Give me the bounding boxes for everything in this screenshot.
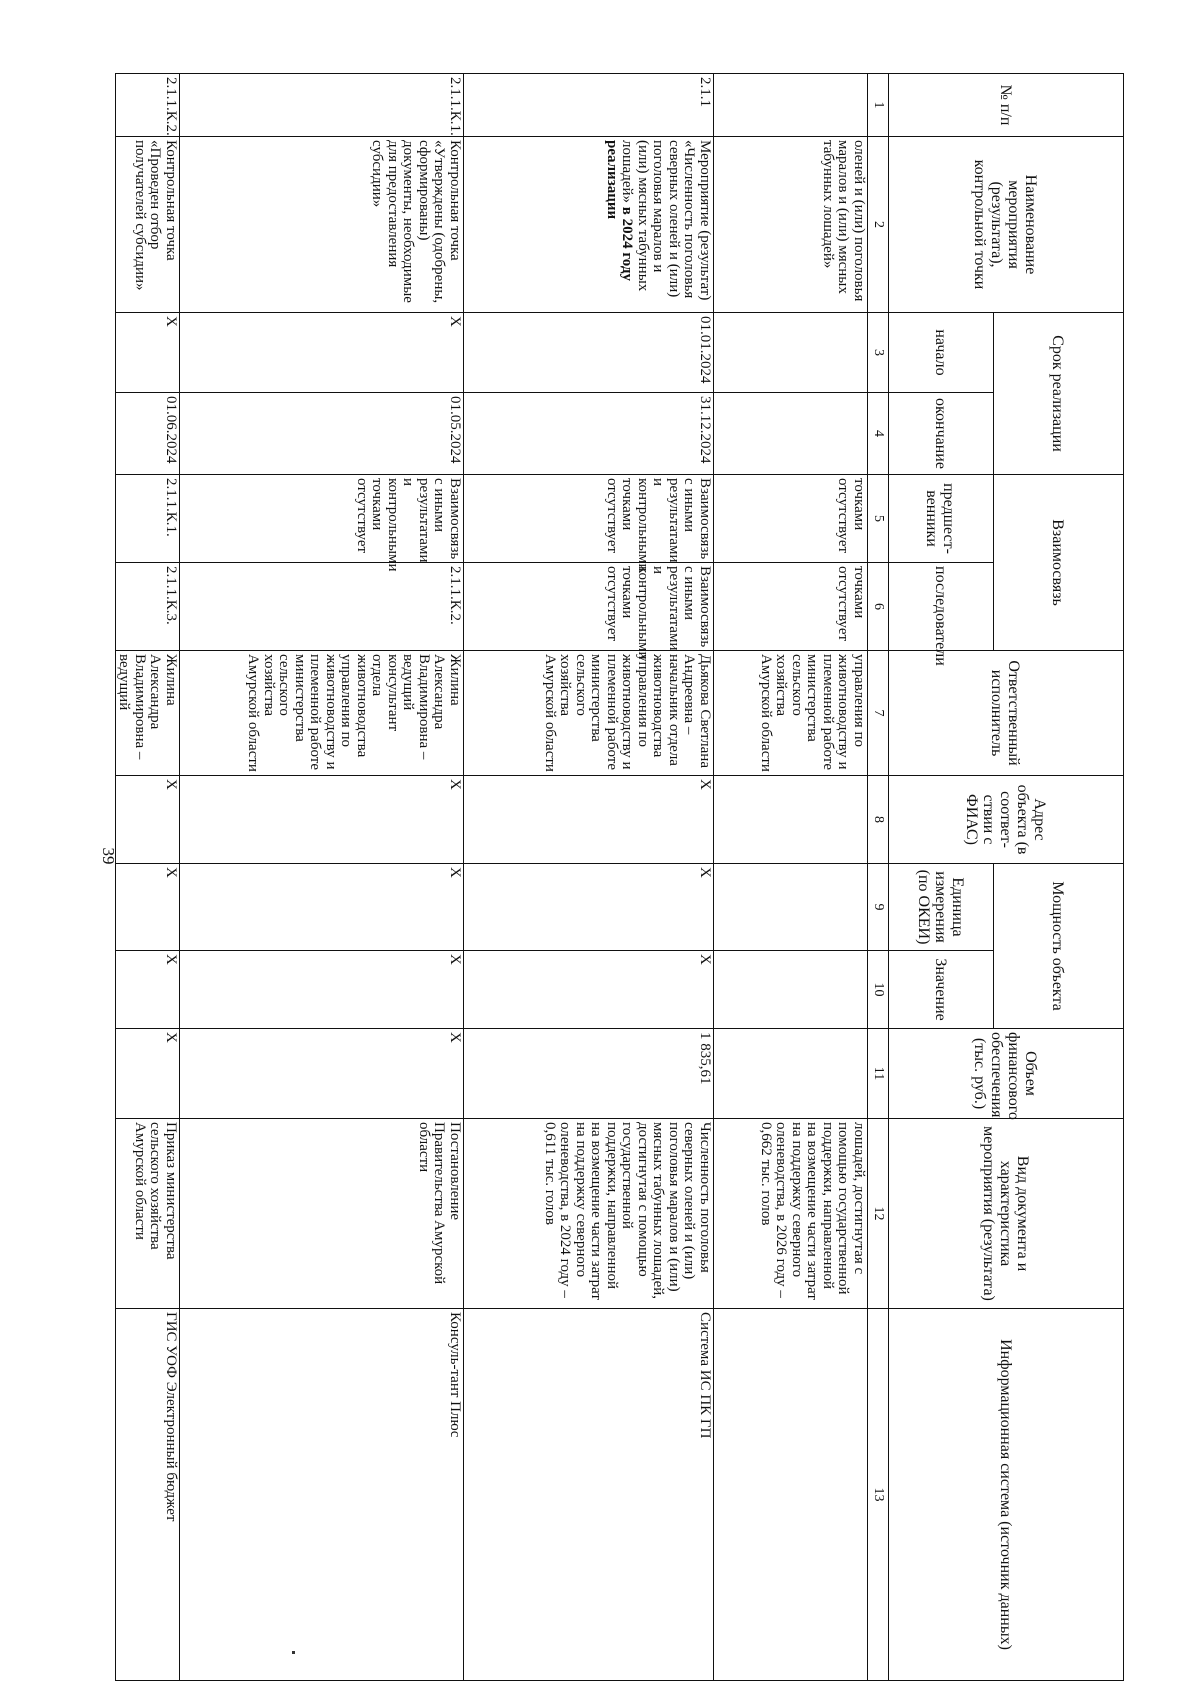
cell-address: [714, 776, 868, 864]
header-finance: Объем финансового обеспечения (тыс. руб.): [889, 1029, 1124, 1119]
cell-finance: 1 835,61: [464, 1029, 714, 1119]
column-number: 8: [868, 776, 889, 864]
header-link-pred: предшест-венники: [889, 475, 994, 563]
cell-doc: Постановление Правительства Амурской области: [180, 1119, 464, 1309]
cell-start: Х: [116, 313, 180, 393]
header-term: Срок реализации: [994, 313, 1124, 475]
cell-no: 2.1.1.К.1.: [180, 74, 464, 137]
column-number: 4: [868, 393, 889, 475]
header-responsible: Ответственный исполнитель: [889, 651, 1124, 776]
rotated-table-container: [116, 73, 1124, 1680]
cell-name: [180, 137, 464, 313]
cell-unit: Х: [180, 864, 464, 951]
cell-value: Х: [464, 951, 714, 1029]
cell-info: [714, 1309, 868, 1681]
cell-info: ГИС УОФ Электронный бюджет: [116, 1309, 180, 1681]
cell-doc: Приказ министерства сельского хозяйства Амурской области: [116, 1119, 180, 1309]
cell-no: 2.1.1: [464, 74, 714, 137]
header-doc: Вид документа и характеристика мероприятия (результата): [889, 1119, 1124, 1309]
cell-name-text: Мероприятие (результат) «Численность поголовья северных оленей и (или) поголовья маралов и (или) мясных табунных лошадей»: [619, 140, 713, 301]
cell-succ: точками отсутствует: [714, 563, 868, 651]
header-name: Наименование мероприятия (результата), контрольной точки: [889, 137, 1124, 313]
cell-responsible: Жилина Александра Владимировна – ведущий консультант отдела животноводства управления по животноводству и племенной работе министерства сельского хозяйства Амурской области: [180, 651, 464, 776]
table-row: [116, 74, 180, 1681]
header-term-end: окончание: [889, 393, 994, 475]
column-number-row: [868, 74, 889, 1681]
header-capacity-unit: Единица измерения (по ОКЕИ): [889, 864, 994, 951]
column-number: 6: [868, 563, 889, 651]
cell-name-bold: в 2024 году реализации: [604, 140, 636, 281]
column-number: 9: [868, 864, 889, 951]
cell-doc: лошадей, достигнутая с помощью государственной поддержки, направленной на возмещение части затрат на поддержку северного оленеводства, в 2026 году – 0,662 тыс. голов: [714, 1119, 868, 1309]
cell-value: [714, 951, 868, 1029]
cell-start: [714, 313, 868, 393]
cell-no: 2.1.1.К.2.: [116, 74, 180, 137]
cell-name: [714, 137, 868, 313]
cell-unit: Х: [116, 864, 180, 951]
cell-value: Х: [180, 951, 464, 1029]
cell-value: Х: [116, 951, 180, 1029]
cell-end: [714, 393, 868, 475]
column-number: 2: [868, 137, 889, 313]
cell-responsible: управления по животноводству и племенной работе министерства сельского хозяйства Амурской области: [714, 651, 868, 776]
column-number: 12: [868, 1119, 889, 1309]
header-no: № п/п: [889, 74, 1124, 137]
cell-name: [464, 137, 714, 313]
cell-unit: [714, 864, 868, 951]
column-number: 5: [868, 475, 889, 563]
cell-name-text: Контрольная точка «Утверждены (одобрены, сформированы) документы, необходимые для предоставления субсидии»: [369, 140, 463, 304]
cell-start: Х: [180, 313, 464, 393]
cell-name: [116, 137, 180, 313]
page-number: 39: [99, 847, 118, 865]
column-number: 10: [868, 951, 889, 1029]
cell-address: Х: [180, 776, 464, 864]
column-number: 3: [868, 313, 889, 393]
header-row: [994, 74, 1124, 1681]
cell-succ: 2.1.1.К.3.: [116, 563, 180, 651]
cell-end: 01.05.2024: [180, 393, 464, 475]
cell-info: Консуль-тант Плюс: [180, 1309, 464, 1681]
cell-finance: Х: [180, 1029, 464, 1119]
cell-pred: Взаимосвязь с иными результатами и контрольными точками отсутствует: [180, 475, 464, 563]
header-info: Информационная система (источник данных): [889, 1309, 1124, 1681]
cell-unit: Х: [464, 864, 714, 951]
cell-responsible: Дьякова Светлана Андреевна – начальник отдела животноводства управления по животноводству и племенной работе министерства сельского хозяйства Амурской области: [464, 651, 714, 776]
cell-end: 01.06.2024: [116, 393, 180, 475]
cell-finance: Х: [116, 1029, 180, 1119]
header-link: Взаимосвязь: [994, 475, 1124, 651]
cell-address: Х: [464, 776, 714, 864]
header-capacity: Мощность объекта: [994, 864, 1124, 1029]
cell-info: Система ИС ПК ГП: [464, 1309, 714, 1681]
cell-name-text: оленей и (или) поголовья маралов и (или) мясных табунных лошадей»: [820, 140, 867, 302]
cell-address: Х: [116, 776, 180, 864]
cell-finance: [714, 1029, 868, 1119]
column-number: 1: [868, 74, 889, 137]
column-number: 7: [868, 651, 889, 776]
table-row: [714, 74, 868, 1681]
cell-pred: Взаимосвязь с иными результатами и контрольными точками отсутствует: [464, 475, 714, 563]
cell-start: 01.01.2024: [464, 313, 714, 393]
header-term-start: начало: [889, 313, 994, 393]
cell-succ: Взаимосвязь с иными результатами и контрольными точками отсутствует: [464, 563, 714, 651]
cell-pred: 2.1.1.К.1.: [116, 475, 180, 563]
header-link-succ: последователи: [889, 563, 994, 651]
column-number: 13: [868, 1309, 889, 1681]
cell-end: 31.12.2024: [464, 393, 714, 475]
table-row: [180, 74, 464, 1681]
column-number: 11: [868, 1029, 889, 1119]
cell-succ: 2.1.1.К.2.: [180, 563, 464, 651]
header-address: Адрес объекта (в соответ-ствии с ФИАС): [889, 776, 1124, 864]
table-row: [464, 74, 714, 1681]
cell-pred: точками отсутствует: [714, 475, 868, 563]
cell-doc: Численность поголовья северных оленей и (или) поголовья маралов и (или) мясных табунных лошадей, достигнутая с помощью государственной поддержки, направленной на возмещение части затрат на поддержку северного оленеводства, в 2024 году – 0,611 тыс. голов: [464, 1119, 714, 1309]
implementation-plan-table: [115, 73, 1124, 1681]
header-capacity-value: Значение: [889, 951, 994, 1029]
cell-name-text: Контрольная точка «Проведен отбор получателей субсидии»: [132, 140, 179, 291]
cell-responsible: Жилина Александра Владимировна – ведущий: [116, 651, 180, 776]
cell-no: [714, 74, 868, 137]
